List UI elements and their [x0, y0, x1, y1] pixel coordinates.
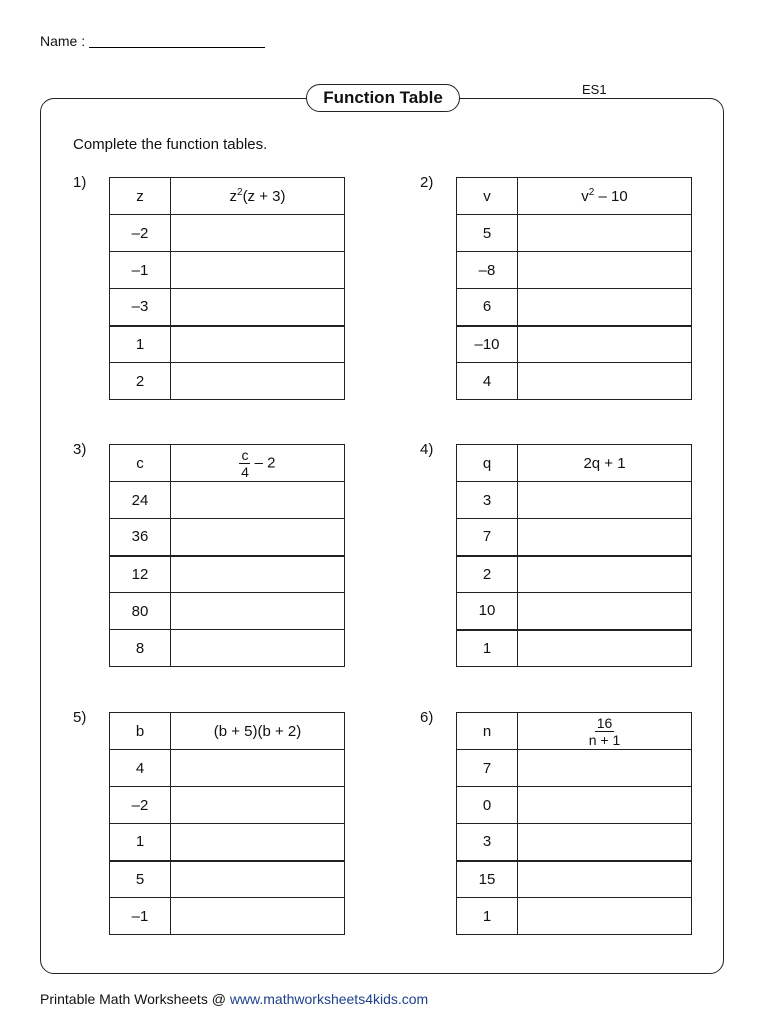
output-blank[interactable] — [171, 215, 345, 252]
table-row — [110, 898, 345, 935]
input-value: 1 — [457, 898, 518, 935]
input-value: 0 — [457, 787, 518, 824]
input-value: 1 — [110, 824, 171, 861]
input-value: –1 — [110, 898, 171, 935]
worksheet-title: Function Table — [306, 84, 460, 112]
input-value: 8 — [110, 630, 171, 667]
problem-number: 1) — [73, 174, 87, 191]
variable-header: v — [457, 178, 518, 215]
output-blank[interactable] — [518, 593, 692, 630]
output-blank[interactable] — [171, 861, 345, 898]
input-value: 15 — [457, 861, 518, 898]
input-value: 4 — [457, 363, 518, 400]
output-blank[interactable] — [518, 482, 692, 519]
problem-number: 4) — [420, 441, 434, 458]
footer — [40, 991, 428, 1007]
name-field-row — [40, 33, 265, 49]
input-value: 5 — [457, 215, 518, 252]
output-blank[interactable] — [171, 252, 345, 289]
table-header-row — [110, 445, 345, 482]
function-table-4 — [456, 444, 692, 667]
input-value: –3 — [110, 289, 171, 326]
fraction: $\frac{c}{4}$ — [241, 446, 249, 480]
table-row — [457, 593, 692, 630]
function-rule: 2q + 1 — [518, 445, 692, 482]
input-value: –10 — [457, 326, 518, 363]
output-blank[interactable] — [171, 289, 345, 326]
output-blank[interactable] — [518, 556, 692, 593]
function-rule: $z^2(z + 3)$ — [171, 178, 345, 215]
table-header-row — [457, 713, 692, 750]
input-value: 6 — [457, 289, 518, 326]
problem-number: 6) — [420, 709, 434, 726]
problem-number: 2) — [420, 174, 434, 191]
table-row — [110, 630, 345, 667]
name-label: Name : — [40, 33, 86, 49]
table-header-row — [457, 445, 692, 482]
function-rule: $v^2 - 10$ — [518, 178, 692, 215]
input-value: 5 — [110, 861, 171, 898]
output-blank[interactable] — [171, 824, 345, 861]
output-blank[interactable] — [518, 363, 692, 400]
problem-number: 5) — [73, 709, 87, 726]
input-value: 2 — [110, 363, 171, 400]
table-row — [110, 289, 345, 326]
table-row — [110, 787, 345, 824]
table-row — [457, 556, 692, 593]
input-value: 12 — [110, 556, 171, 593]
function-table-5 — [109, 712, 345, 935]
table-row — [457, 326, 692, 363]
output-blank[interactable] — [171, 630, 345, 667]
table-header-row — [110, 713, 345, 750]
table-header-row — [457, 178, 692, 215]
table-row — [457, 898, 692, 935]
instructions: Complete the function tables. — [73, 136, 268, 153]
variable-header: z — [110, 178, 171, 215]
output-blank[interactable] — [518, 824, 692, 861]
table-row — [110, 519, 345, 556]
function-table-3 — [109, 444, 345, 667]
output-blank[interactable] — [518, 787, 692, 824]
table-row — [457, 252, 692, 289]
footer-text: Printable Math Worksheets @ — [40, 991, 230, 1007]
input-value: 36 — [110, 519, 171, 556]
output-blank[interactable] — [171, 363, 345, 400]
table-row — [110, 252, 345, 289]
input-value: 1 — [110, 326, 171, 363]
output-blank[interactable] — [171, 482, 345, 519]
input-value: 10 — [457, 593, 518, 630]
function-rule — [518, 713, 692, 750]
table-row — [457, 519, 692, 556]
table-header-row — [110, 178, 345, 215]
variable-header: c — [110, 445, 171, 482]
table-row — [110, 482, 345, 519]
footer-link[interactable]: www.mathworksheets4kids.com — [229, 991, 429, 1007]
variable-header: n — [457, 713, 518, 750]
table-row — [110, 363, 345, 400]
input-value: –8 — [457, 252, 518, 289]
output-blank[interactable] — [518, 289, 692, 326]
table-row — [110, 215, 345, 252]
output-blank[interactable] — [518, 326, 692, 363]
worksheet-code: ES1 — [582, 82, 607, 97]
function-table-2 — [456, 177, 692, 400]
output-blank[interactable] — [171, 519, 345, 556]
output-blank[interactable] — [518, 519, 692, 556]
variable-header: q — [457, 445, 518, 482]
input-value: –2 — [110, 215, 171, 252]
input-value: 3 — [457, 824, 518, 861]
table-row — [457, 215, 692, 252]
input-value: –1 — [110, 252, 171, 289]
table-row — [110, 824, 345, 861]
output-blank[interactable] — [171, 787, 345, 824]
input-value: 7 — [457, 519, 518, 556]
input-value: 7 — [457, 750, 518, 787]
table-row — [110, 861, 345, 898]
input-value: 1 — [457, 630, 518, 667]
input-value: 3 — [457, 482, 518, 519]
table-row — [457, 787, 692, 824]
table-row — [110, 593, 345, 630]
output-blank[interactable] — [518, 861, 692, 898]
output-blank[interactable] — [171, 750, 345, 787]
function-table-1 — [109, 177, 345, 400]
output-blank[interactable] — [518, 750, 692, 787]
output-blank[interactable] — [518, 630, 692, 667]
name-blank-line[interactable] — [89, 33, 265, 48]
input-value: 24 — [110, 482, 171, 519]
variable-header: b — [110, 713, 171, 750]
table-row — [457, 289, 692, 326]
output-blank[interactable] — [518, 215, 692, 252]
table-row — [110, 326, 345, 363]
input-value: 4 — [110, 750, 171, 787]
table-row — [457, 824, 692, 861]
table-row — [110, 750, 345, 787]
table-row — [457, 861, 692, 898]
input-value: 2 — [457, 556, 518, 593]
input-value: –2 — [110, 787, 171, 824]
output-blank[interactable] — [171, 593, 345, 630]
input-value: 80 — [110, 593, 171, 630]
output-blank[interactable] — [171, 556, 345, 593]
fraction: $\frac{16}{n + 1}$ — [588, 714, 621, 748]
table-row — [457, 482, 692, 519]
table-row — [457, 750, 692, 787]
function-rule: (b + 5)(b + 2) — [171, 713, 345, 750]
function-table-6 — [456, 712, 692, 935]
output-blank[interactable] — [518, 252, 692, 289]
output-blank[interactable] — [171, 898, 345, 935]
function-rule: $\frac{c}{4}$ – 2 — [171, 445, 345, 482]
table-row — [110, 556, 345, 593]
output-blank[interactable] — [518, 898, 692, 935]
table-row — [457, 363, 692, 400]
problem-number: 3) — [73, 441, 87, 458]
table-row — [457, 630, 692, 667]
output-blank[interactable] — [171, 326, 345, 363]
